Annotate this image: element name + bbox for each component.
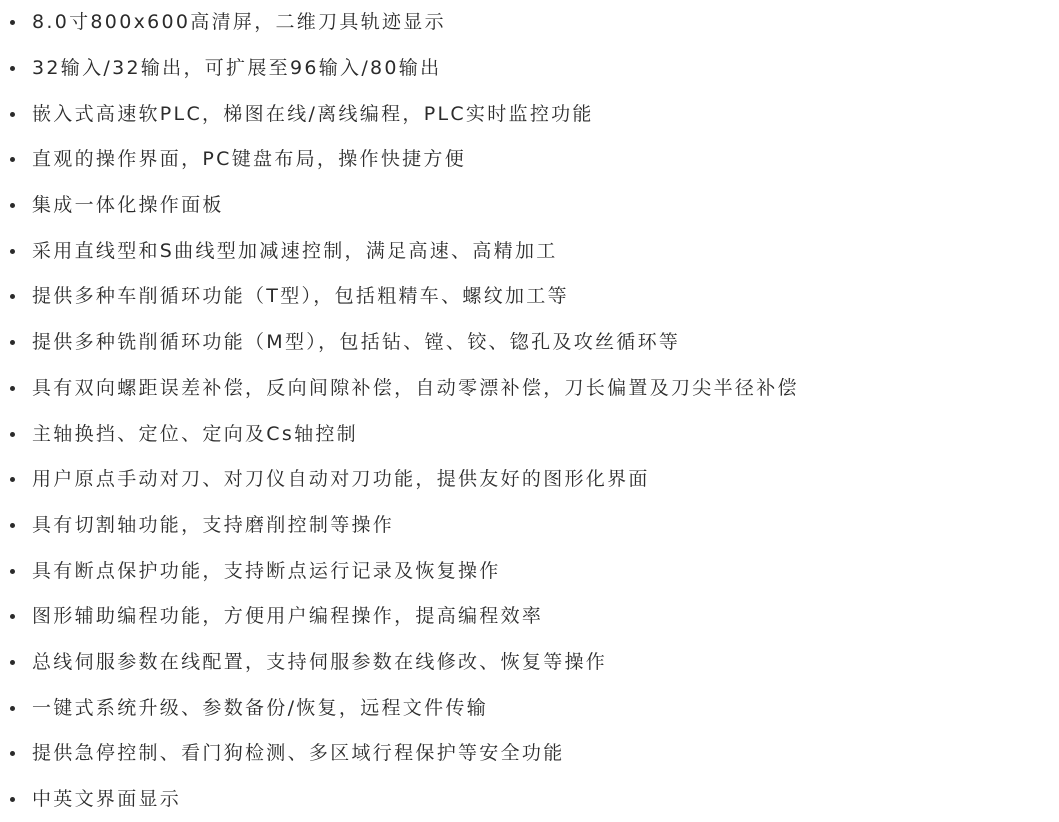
list-item xyxy=(10,183,1050,229)
list-item xyxy=(10,731,1050,777)
list-item xyxy=(10,91,1050,137)
list-item xyxy=(10,228,1050,274)
list-item xyxy=(10,366,1050,412)
list-item-text: 具有双向螺距误差补偿，反向间隙补偿，自动零漂补偿，刀长偏置及刀尖半径补偿 xyxy=(32,376,799,399)
bullet-icon xyxy=(10,66,15,71)
list-item xyxy=(10,777,1050,822)
bullet-icon xyxy=(10,249,15,254)
list-item xyxy=(10,0,1050,46)
list-item-text: 一键式系统升级、参数备份/恢复，远程文件传输 xyxy=(32,696,489,719)
bullet-icon xyxy=(10,20,15,25)
bullet-icon xyxy=(10,203,15,208)
feature-list xyxy=(10,0,1050,822)
list-item xyxy=(10,685,1050,731)
bullet-icon xyxy=(10,386,15,391)
bullet-icon xyxy=(10,523,15,528)
bullet-icon xyxy=(10,340,15,345)
list-item-text: 主轴换挡、定位、定向及Cs轴控制 xyxy=(32,422,358,445)
bullet-icon xyxy=(10,614,15,619)
list-item-text: 直观的操作界面，PC键盘布局，操作快捷方便 xyxy=(32,148,467,171)
list-item xyxy=(10,320,1050,366)
list-item-text: 具有切割轴功能，支持磨削控制等操作 xyxy=(32,513,395,536)
list-item-text: 采用直线型和S曲线型加减速控制，满足高速、高精加工 xyxy=(32,239,558,262)
list-item xyxy=(10,411,1050,457)
bullet-icon xyxy=(10,797,15,802)
list-item-text: 图形辅助编程功能，方便用户编程操作，提高编程效率 xyxy=(32,605,544,628)
list-item xyxy=(10,274,1050,320)
bullet-icon xyxy=(10,706,15,711)
list-item xyxy=(10,503,1050,549)
list-item-text: 具有断点保护功能，支持断点运行记录及恢复操作 xyxy=(32,559,501,582)
bullet-icon xyxy=(10,569,15,574)
list-item-text: 提供多种车削循环功能（T型），包括粗精车、螺纹加工等 xyxy=(32,285,569,308)
list-item-text: 32输入/32输出，可扩展至96输入/80输出 xyxy=(32,57,442,80)
bullet-icon xyxy=(10,751,15,756)
list-item xyxy=(10,594,1050,640)
list-item xyxy=(10,640,1050,686)
bullet-icon xyxy=(10,660,15,665)
list-item-text: 总线伺服参数在线配置，支持伺服参数在线修改、恢复等操作 xyxy=(32,650,608,673)
bullet-icon xyxy=(10,157,15,162)
bullet-icon xyxy=(10,432,15,437)
list-item-text: 用户原点手动对刀、对刀仪自动对刀功能，提供友好的图形化界面 xyxy=(32,468,650,491)
list-item-text: 嵌入式高速软PLC，梯图在线/离线编程，PLC实时监控功能 xyxy=(32,102,594,125)
bullet-icon xyxy=(10,112,15,117)
list-item-text: 8.0寸800x600高清屏，二维刀具轨迹显示 xyxy=(32,11,446,34)
list-item-text: 中英文界面显示 xyxy=(32,788,182,811)
list-item xyxy=(10,548,1050,594)
list-item xyxy=(10,457,1050,503)
bullet-icon xyxy=(10,477,15,482)
list-item xyxy=(10,46,1050,92)
list-item-text: 提供多种铣削循环功能（M型），包括钻、镗、铰、锪孔及攻丝循环等 xyxy=(32,331,681,354)
bullet-icon xyxy=(10,294,15,299)
list-item-text: 集成一体化操作面板 xyxy=(32,194,224,217)
list-item xyxy=(10,137,1050,183)
list-item-text: 提供急停控制、看门狗检测、多区域行程保护等安全功能 xyxy=(32,742,565,765)
